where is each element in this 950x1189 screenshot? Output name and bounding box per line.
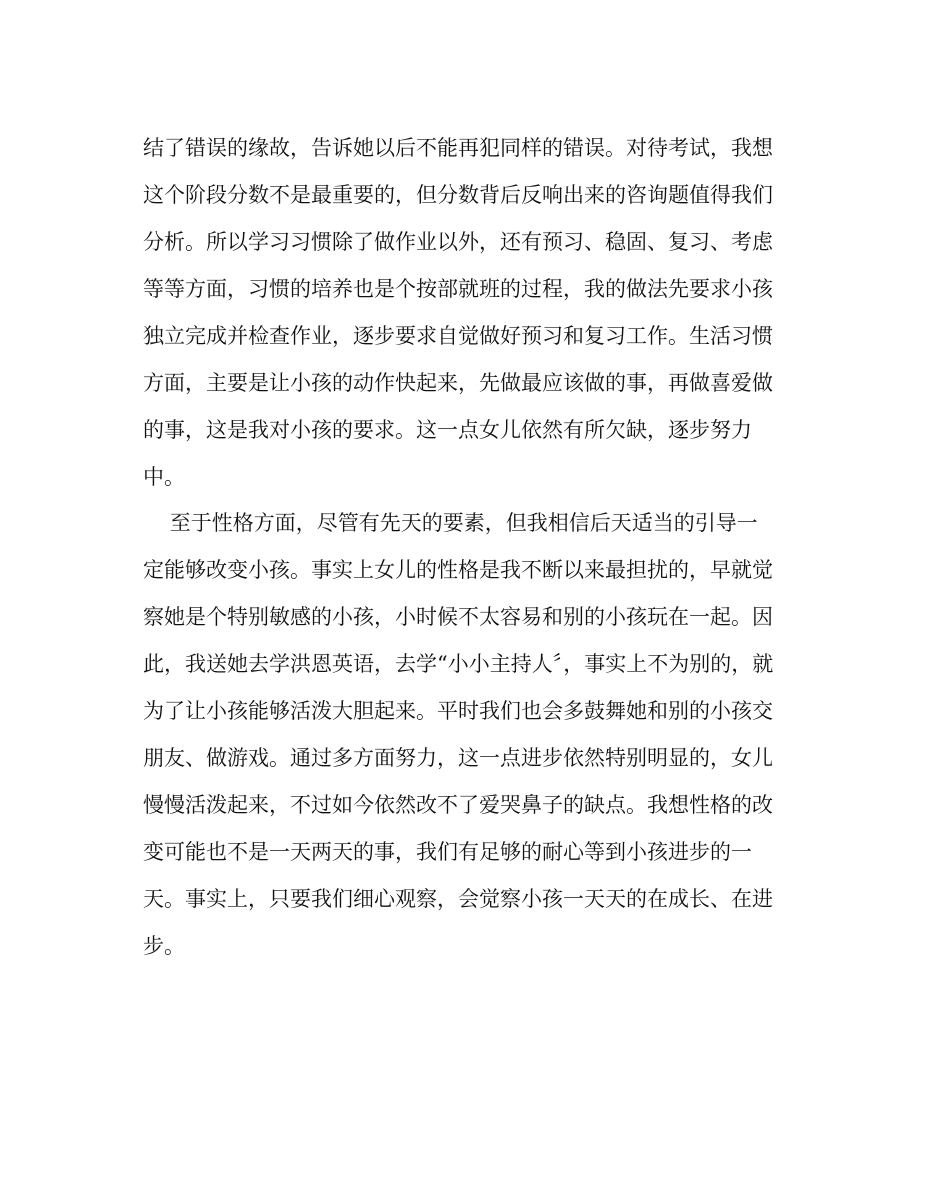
paragraph-line: 中。 [143,465,185,489]
paragraph-2 [143,500,823,970]
paragraph-line: 此，我送她去学洪恩英语，去学“小小主持人〞，事实上不为别的，就 [143,652,774,676]
paragraph-line: 方面，主要是让小孩的动作快起来，先做最应该做的事，再做喜爱做 [143,371,773,395]
paragraph-line: 这个阶段分数不是最重要的，但分数背后反响出来的咨询题值得我们 [143,183,773,207]
paragraph-line: 结了错误的缘故，告诉她以后不能再犯同样的错误。对待考试，我想 [143,136,773,160]
paragraph-line: 慢慢活泼起来，不过如今依然改不了爱哭鼻子的缺点。我想性格的改 [143,793,773,817]
paragraph-line: 变可能也不是一天两天的事，我们有足够的耐心等到小孩进步的一 [143,840,752,864]
paragraph-line: 分析。所以学习习惯除了做作业以外，还有预习、稳固、复习、考虑 [143,230,773,254]
paragraph-line: 等等方面，习惯的培养也是个按部就班的过程，我的做法先要求小孩 [143,277,773,301]
paragraph-line: 天。事实上，只要我们细心观察，会觉察小孩一天天的在成长、在进 [143,887,773,911]
paragraph-line: 步。 [143,934,185,958]
paragraph-line: 独立完成并检查作业，逐步要求自觉做好预习和复习工作。生活习惯 [143,324,773,348]
paragraph-line: 定能够改变小孩。事实上女儿的性格是我不断以来最担扰的，早就觉 [143,558,773,582]
paragraph-1 [143,125,823,501]
paragraph-line: 察她是个特别敏感的小孩，小时候不太容易和别的小孩玩在一起。因 [143,605,773,629]
paragraph-line: 为了让小孩能够活泼大胆起来。平时我们也会多鼓舞她和别的小孩交 [143,699,773,723]
paragraph-line: 朋友、做游戏。通过多方面努力，这一点进步依然特别明显的，女儿 [143,746,773,770]
paragraph-line: 的事，这是我对小孩的要求。这一点女儿依然有所欠缺，逐步努力 [143,418,752,442]
paragraph-line: 至于性格方面，尽管有先天的要素，但我相信后天适当的引导一 [143,511,758,535]
